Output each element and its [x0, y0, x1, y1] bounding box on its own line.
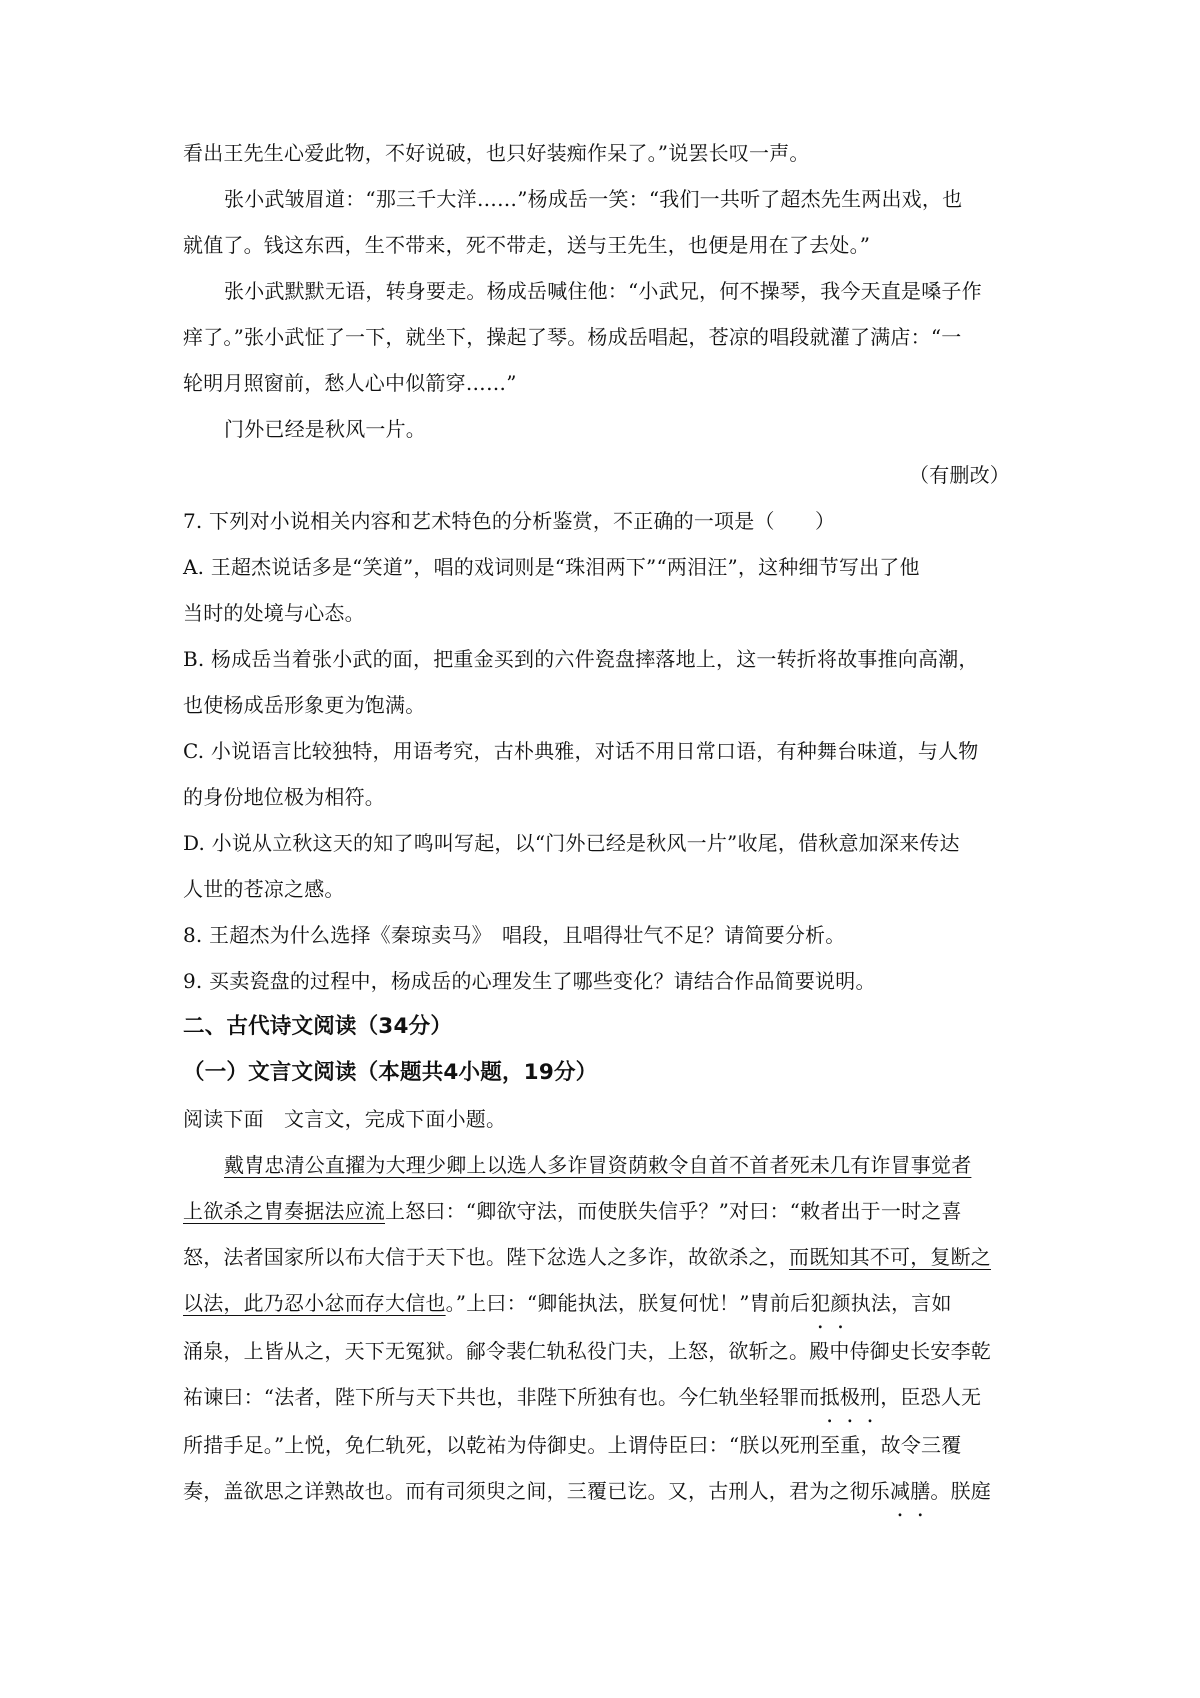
classical-line: [224, 1150, 1064, 1180]
dotted-char: 减: [890, 1479, 911, 1503]
classical-line: 怒，法者国家所以布大信于天下也。陛下忿选人之多诈，故欲杀之，而既知其不可，复断之: [183, 1245, 991, 1269]
passage-line: 张小武默默无语，转身要走。杨成岳喊住他：“小武兄，何不操琴，我今天直是嗓子作: [224, 279, 982, 303]
option-b: B. 杨成岳当着张小武的面，把重金买到的六件瓷盘摔落地上，这一转折将故事推向高潮，: [183, 647, 979, 671]
option-a: A. 王超杰说话多是“笑道”，唱的戏词则是“珠泪两下”“两泪汪”，这种细节写出了他: [183, 555, 920, 579]
dotted-char: 犯: [810, 1291, 831, 1315]
classical-line: 奏，盖欲思之详熟故也。而有司须臾之间，三覆已讫。又，古刑人，君为之彻乐减膳。朕庭: [183, 1479, 992, 1503]
punctuation-task-text: 上欲杀之胄奏据法应流: [183, 1199, 385, 1223]
reading-instruction: 阅读下面 文言文，完成下面小题。: [183, 1107, 507, 1131]
option-d-cont: 人世的苍凉之感。: [183, 877, 345, 901]
passage-line: 张小武皱眉道：“那三千大洋……”杨成岳一笑：“我们一共听了超杰先生两出戏，也: [224, 187, 963, 211]
classical-line: 涌泉，上皆从之，天下无冤狱。鄃令裴仁轨私役门夫，上怒，欲斩之。殿中侍御史长安李乾: [183, 1339, 991, 1363]
question-9: 9. 买卖瓷盘的过程中，杨成岳的心理发生了哪些变化？请结合作品简要说明。: [183, 969, 876, 993]
section-heading: 二、古代诗文阅读（34分）: [183, 1014, 453, 1039]
passage-line: 就值了。钱这东西，生不带来，死不带走，送与王先生，也便是用在了去处。”: [183, 233, 871, 257]
dotted-char: 刑: [860, 1385, 881, 1409]
subsection-heading: （一）文言文阅读（本题共4小题，19分）: [183, 1060, 598, 1085]
option-c: C. 小说语言比较独特，用语考究，古朴典雅，对话不用日常口语，有种舞台味道，与人物: [183, 739, 979, 763]
dotted-char: 颜: [830, 1291, 851, 1315]
option-b-cont: 也使杨成岳形象更为饱满。: [183, 693, 426, 717]
classical-line: 祐谏曰：“法者，陛下所与天下共也，非陛下所独有也。今仁轨坐轻罪而抵极刑，臣恐人无: [183, 1385, 982, 1409]
dotted-char: 极: [839, 1385, 861, 1409]
question-7: 7. 下列对小说相关内容和艺术特色的分析鉴赏，不正确的一项是（ ）: [183, 509, 836, 533]
passage-line: 轮明月照窗前，愁人心中似箭穿……”: [183, 371, 517, 395]
classical-line: 以法，此乃忍小忿而存大信也。”上曰：“卿能执法，朕复何忧！”胄前后犯颜执法，言如: [183, 1291, 952, 1315]
classical-line: 上欲杀之胄奏据法应流上怒曰：“卿欲守法，而使朕失信乎？”对曰：“敕者出于一时之喜: [183, 1199, 962, 1223]
classical-line: 所措手足。”上悦，免仁轨死，以乾祐为侍御史。上谓侍臣曰：“朕以死刑至重，故令三覆: [183, 1433, 962, 1457]
translation-task-text: 而既知其不可，复断之: [789, 1245, 991, 1269]
dotted-char: 膳: [910, 1479, 931, 1503]
punctuation-task-text: 戴胄忠清公直擢为大理少卿上以选人多诈冒资荫敕令自首不首者死未几有诈冒事觉者: [224, 1153, 972, 1177]
option-c-cont: 的身份地位极为相符。: [183, 785, 385, 809]
passage-line: 痒了。”张小武怔了一下，就坐下，操起了琴。杨成岳唱起，苍凉的唱段就灌了满店：“一: [183, 325, 962, 349]
revision-note: （有删改）: [909, 463, 1010, 487]
option-d: D. 小说从立秋这天的知了鸣叫写起，以“门外已经是秋风一片”收尾，借秋意加深来传达: [183, 831, 960, 855]
question-8: 8. 王超杰为什么选择《秦琼卖马》 唱段，且唱得壮气不足？请简要分析。: [183, 923, 846, 947]
option-a-cont: 当时的处境与心态。: [183, 601, 365, 625]
passage-line: 门外已经是秋风一片。: [224, 417, 426, 441]
passage-line: 看出王先生心爱此物，不好说破，也只好装痴作呆了。”说罢长叹一声。: [183, 141, 810, 165]
dotted-char: 抵: [819, 1385, 840, 1409]
translation-task-text: 以法，此乃忍小忿而存大信也: [183, 1291, 446, 1315]
